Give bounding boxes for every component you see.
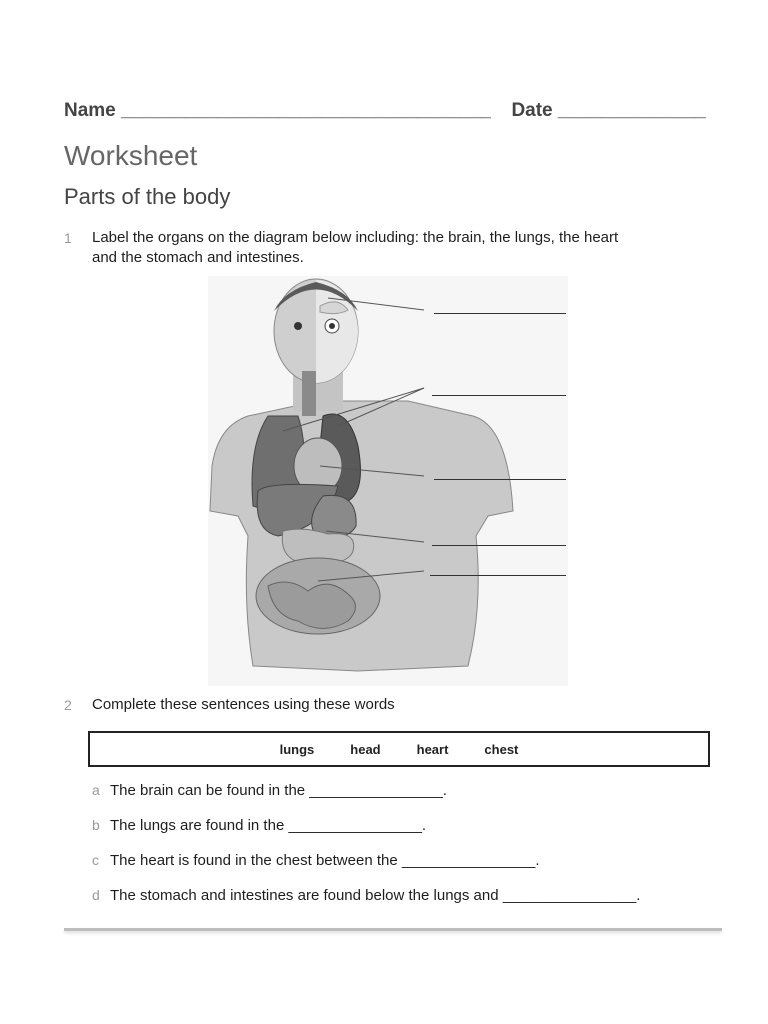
- sentence-text[interactable]: The lungs are found in the ________________.: [110, 817, 427, 834]
- question-1-line-2: and the stomach and intestines.: [92, 249, 304, 266]
- header-row: [64, 100, 706, 122]
- name-field[interactable]: Name ___________________________________: [64, 100, 491, 121]
- sentence-a: [92, 782, 447, 799]
- word-bank-item: lungs: [279, 741, 315, 757]
- page-title: Worksheet: [64, 140, 198, 171]
- footer-divider: [64, 928, 722, 931]
- question-1-line-1: Label the organs on the diagram below including: the brain, the lungs, the heart: [92, 229, 619, 246]
- word-bank-item: head: [350, 741, 381, 757]
- sentence-letter: a: [92, 782, 100, 798]
- sentence-text[interactable]: The heart is found in the chest between the ________________.: [110, 852, 540, 869]
- question-1-number: 1: [64, 230, 72, 246]
- label-answer-line-2[interactable]: [432, 395, 566, 396]
- sentence-letter: d: [92, 887, 100, 903]
- label-answer-line-4[interactable]: [432, 545, 566, 546]
- body-illustration: [208, 276, 568, 686]
- sentence-d: [92, 887, 640, 904]
- sentence-letter: b: [92, 817, 100, 833]
- question-1-text: [92, 228, 618, 268]
- page-subtitle: Parts of the body: [64, 184, 231, 209]
- word-bank-item: heart: [416, 741, 449, 757]
- sentence-letter: c: [92, 852, 99, 868]
- body-diagram: [208, 276, 568, 686]
- sentence-text[interactable]: The brain can be found in the ________________.: [110, 782, 447, 799]
- word-bank-item: chest: [484, 741, 519, 757]
- question-2-number: 2: [64, 697, 72, 713]
- word-bank: [88, 731, 710, 767]
- date-field[interactable]: Date ______________: [511, 100, 706, 121]
- sentence-b: [92, 817, 426, 834]
- label-answer-line-3[interactable]: [434, 479, 566, 480]
- sentence-c: [92, 852, 540, 869]
- label-answer-line-5[interactable]: [430, 575, 566, 576]
- sentence-text[interactable]: The stomach and intestines are found below the lungs and ________________.: [110, 887, 641, 904]
- question-2-text: Complete these sentences using these words: [92, 696, 395, 713]
- label-answer-line-1[interactable]: [434, 313, 566, 314]
